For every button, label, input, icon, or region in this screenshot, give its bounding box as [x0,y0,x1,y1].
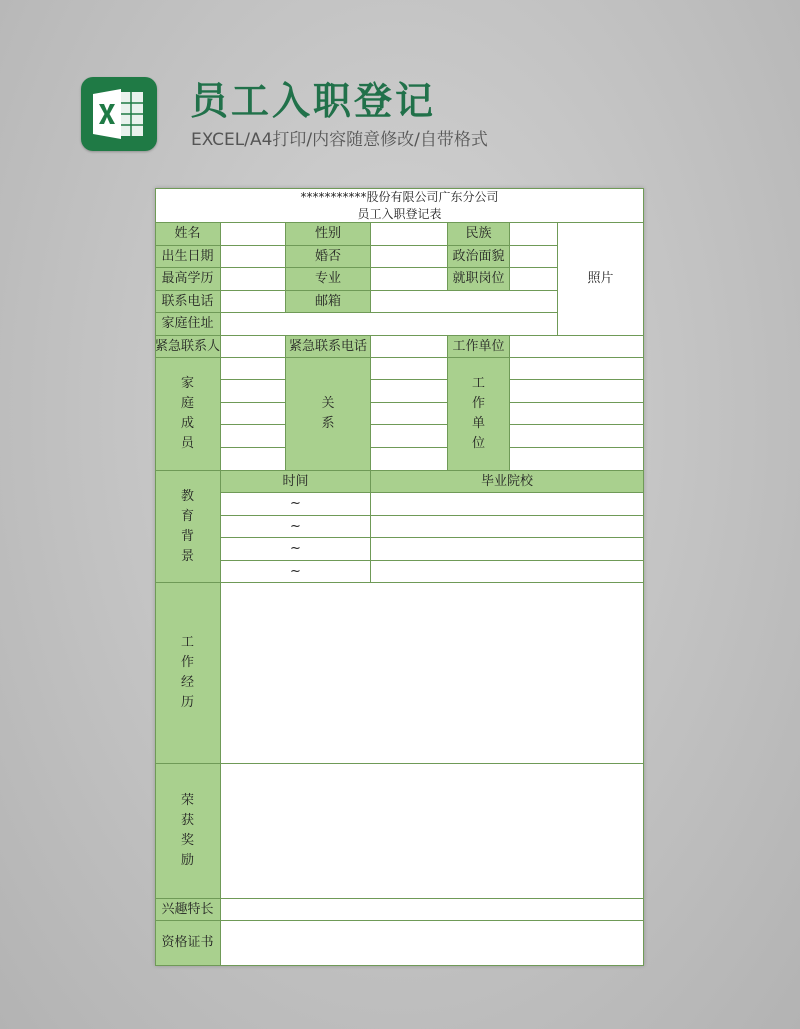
family-work-unit-field[interactable] [510,380,644,403]
work-unit-field[interactable] [510,336,644,358]
political-field[interactable] [510,246,558,268]
label-phone: 联系电话 [155,291,221,313]
label-birth-date: 出生日期 [155,246,221,268]
emergency-phone-field[interactable] [371,336,448,358]
page-title: 员工入职登记 [190,79,437,123]
label-work-history: 工 作 经 历 [155,583,221,764]
edu-school-field[interactable] [371,561,644,583]
label-honors: 荣 获 奖 励 [155,764,221,899]
excel-icon [81,77,157,151]
label-relation: 关 系 [286,358,371,471]
work-history-field[interactable] [221,583,644,764]
family-name-field[interactable] [221,358,286,380]
family-work-unit-field[interactable] [510,425,644,448]
birth-date-field[interactable] [221,246,286,268]
certificates-field[interactable] [221,921,644,966]
edu-school-field[interactable] [371,493,644,516]
company-line: ***********股份有限公司广东分公司 [300,190,499,204]
label-emergency-contact: 紧急联系人 [155,336,221,358]
edu-time-field[interactable]: ~ [221,516,371,538]
label-edu-time: 时间 [221,471,371,493]
family-name-field[interactable] [221,403,286,425]
edu-school-field[interactable] [371,538,644,561]
label-education-background: 教 育 背 景 [155,471,221,583]
family-work-unit-field[interactable] [510,358,644,380]
education-field[interactable] [221,268,286,291]
label-family-members: 家 庭 成 员 [155,358,221,471]
email-field[interactable] [371,291,558,313]
page-subtitle: EXCEL/A4打印/内容随意修改/自带格式 [191,130,488,150]
ethnicity-field[interactable] [510,223,558,246]
emergency-contact-field[interactable] [221,336,286,358]
family-relation-field[interactable] [371,380,448,403]
family-work-unit-field[interactable] [510,403,644,425]
label-address: 家庭住址 [155,313,221,336]
label-major: 专业 [286,268,371,291]
label-emergency-phone: 紧急联系电话 [286,336,371,358]
family-name-field[interactable] [221,448,286,471]
label-edu-school: 毕业院校 [371,471,644,493]
family-relation-field[interactable] [371,448,448,471]
label-name: 姓名 [155,223,221,246]
name-field[interactable] [221,223,286,246]
label-marital: 婚否 [286,246,371,268]
gender-field[interactable] [371,223,448,246]
family-work-unit-field[interactable] [510,448,644,471]
label-certificates: 资格证书 [155,921,221,966]
label-hobbies: 兴趣特长 [155,899,221,921]
phone-field[interactable] [221,291,286,313]
label-political: 政治面貌 [448,246,510,268]
family-name-field[interactable] [221,380,286,403]
label-education: 最高学历 [155,268,221,291]
edu-time-field[interactable]: ~ [221,493,371,516]
edu-time-field[interactable]: ~ [221,538,371,561]
label-work-unit: 工作单位 [448,336,510,358]
family-name-field[interactable] [221,425,286,448]
major-field[interactable] [371,268,448,291]
position-field[interactable] [510,268,558,291]
label-family-work-unit: 工 作 单 位 [448,358,510,471]
address-field[interactable] [221,313,558,336]
family-relation-field[interactable] [371,358,448,380]
hobbies-field[interactable] [221,899,644,921]
photo-box[interactable]: 照片 [558,223,644,336]
label-ethnicity: 民族 [448,223,510,246]
label-email: 邮箱 [286,291,371,313]
family-relation-field[interactable] [371,403,448,425]
label-position: 就职岗位 [448,268,510,291]
edu-school-field[interactable] [371,516,644,538]
label-gender: 性别 [286,223,371,246]
family-relation-field[interactable] [371,425,448,448]
honors-field[interactable] [221,764,644,899]
marital-field[interactable] [371,246,448,268]
registration-form [155,188,644,966]
edu-time-field[interactable]: ~ [221,561,371,583]
form-title: 员工入职登记表 [357,207,442,221]
